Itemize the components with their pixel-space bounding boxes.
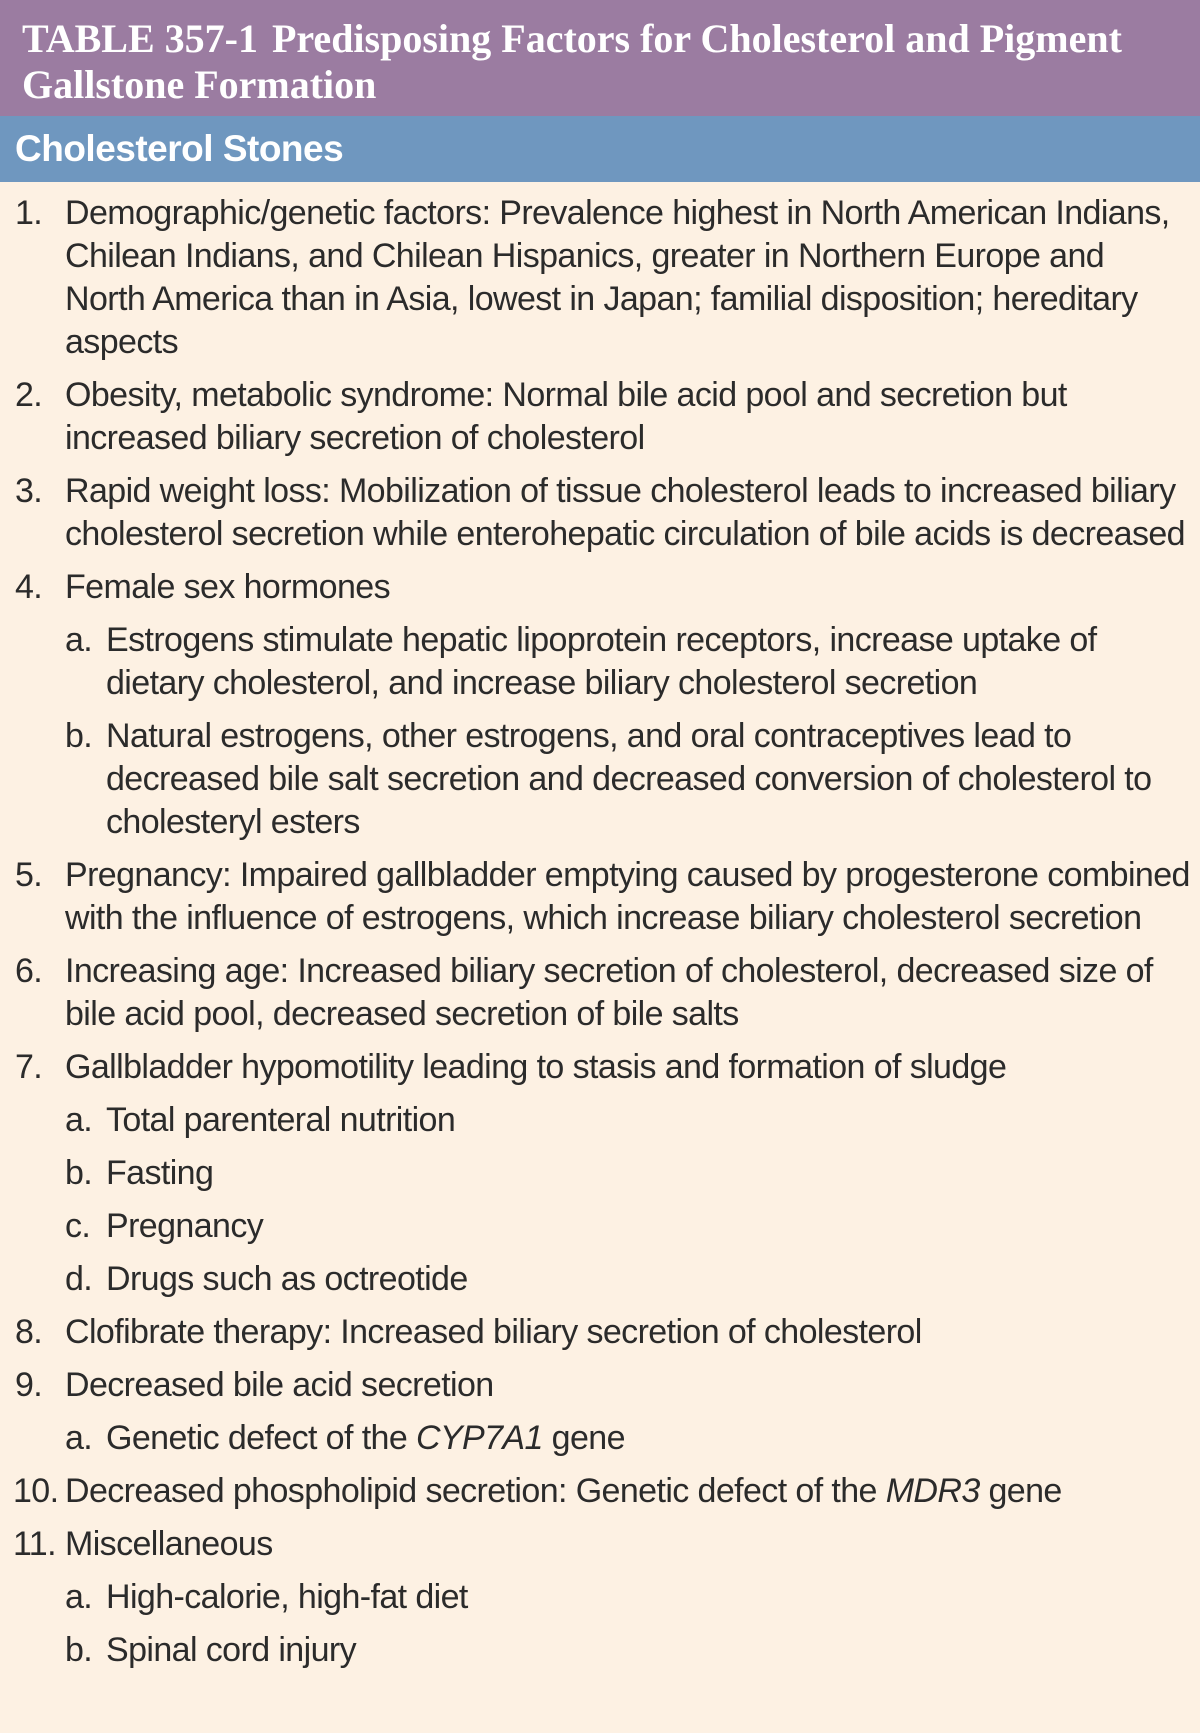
text-before-gene: Genetic defect of the: [106, 1419, 416, 1457]
item-marker: 2.: [15, 376, 43, 414]
list-item: [0, 950, 1200, 1036]
sub-list-item: [0, 715, 1200, 844]
sub-item-text: High-calorie, high-fat diet: [106, 1578, 468, 1616]
sub-item-marker: a.: [65, 1101, 93, 1139]
list-item: [0, 1523, 1200, 1566]
text-before-gene: Decreased phospholipid secretion: Genetic defect of the: [65, 1472, 886, 1510]
table-title-bar: [0, 0, 1200, 116]
item-text: Clofibrate therapy: Increased biliary secretion of cholesterol: [65, 1313, 922, 1351]
item-marker: 8.: [15, 1313, 43, 1351]
sub-item-text: Estrogens stimulate hepatic lipoprotein receptors, increase uptake of dietary cholesterol, and increase biliary cholesterol secretion: [106, 621, 1097, 702]
gene-name: CYP7A1: [416, 1419, 543, 1457]
item-text: Decreased bile acid secretion: [65, 1366, 494, 1404]
item-marker: 4.: [15, 568, 43, 606]
sub-item-text: Pregnancy: [106, 1207, 264, 1245]
item-marker: 11.: [13, 1525, 56, 1563]
item-text: Gallbladder hypomotility leading to stasis and formation of sludge: [65, 1048, 1007, 1086]
factor-list: [0, 182, 1200, 1672]
item-marker: 1.: [15, 194, 43, 232]
sub-item-marker: c.: [65, 1207, 91, 1245]
sub-item-marker: a.: [65, 621, 93, 659]
item-text: Demographic/genetic factors: Prevalence highest in North American Indians, Chilean Indians, and Chilean Hispanics, greater in Northern Europe and North America than in Asia, lowest in Japan; familial disposition; hereditary aspects: [65, 194, 1170, 361]
section-header: Cholesterol Stones: [0, 116, 1200, 182]
text-after-gene: gene: [542, 1419, 625, 1457]
sub-item-marker: a.: [65, 1578, 93, 1616]
sub-item-text: Spinal cord injury: [106, 1631, 356, 1669]
sub-item-marker: b.: [65, 717, 93, 755]
sub-list-item: [0, 1576, 1200, 1619]
sub-list-item: [0, 1417, 1200, 1460]
sub-list-item: [0, 1629, 1200, 1672]
list-item: [0, 566, 1200, 609]
list-item: [0, 1046, 1200, 1089]
text-after-gene: gene: [979, 1472, 1062, 1510]
item-marker: 9.: [15, 1366, 43, 1404]
item-marker: 7.: [15, 1048, 43, 1086]
item-text: Obesity, metabolic syndrome: Normal bile acid pool and secretion but increased biliary secretion of cholesterol: [65, 376, 1067, 457]
item-text: Rapid weight loss: Mobilization of tissue cholesterol leads to increased biliary cholesterol secretion while enterohepatic circulation of bile acids is decreased: [65, 472, 1185, 553]
item-text: [65, 1472, 1062, 1510]
item-text: Increasing age: Increased biliary secretion of cholesterol, decreased size of bile acid pool, decreased secretion of bile salts: [65, 952, 1153, 1033]
list-item: [0, 374, 1200, 460]
item-text: Pregnancy: Impaired gallbladder emptying caused by progesterone combined with the influence of estrogens, which increase biliary cholesterol secretion: [65, 856, 1190, 937]
sub-list-item: [0, 1205, 1200, 1248]
sub-item-marker: a.: [65, 1419, 93, 1457]
list-item: [0, 192, 1200, 364]
sub-list-item: [0, 1258, 1200, 1301]
sub-item-text: Total parenteral nutrition: [106, 1101, 456, 1139]
sub-item-marker: d.: [65, 1260, 93, 1298]
sub-list-item: [0, 1099, 1200, 1142]
table-title: Predisposing Factors for Cholesterol and Pigment Gallstone Formation: [22, 16, 1122, 107]
item-marker: 5.: [15, 856, 43, 894]
sub-item-marker: b.: [65, 1154, 93, 1192]
item-marker: 10.: [13, 1472, 59, 1510]
list-item: [0, 1470, 1200, 1513]
item-text: Female sex hormones: [65, 568, 390, 606]
sub-list-item: [0, 1152, 1200, 1195]
sub-item-text: [106, 1419, 625, 1457]
sub-item-text: Natural estrogens, other estrogens, and oral contraceptives lead to decreased bile salt secretion and decreased conversion of cholesterol to cholesteryl esters: [106, 717, 1152, 841]
sub-item-text: Drugs such as octreotide: [106, 1260, 468, 1298]
list-item: [0, 854, 1200, 940]
sub-list-item: [0, 619, 1200, 705]
sub-item-marker: b.: [65, 1631, 93, 1669]
list-item: [0, 1311, 1200, 1354]
item-marker: 3.: [15, 472, 43, 510]
item-marker: 6.: [15, 952, 43, 990]
list-item: [0, 470, 1200, 556]
table-number: TABLE 357-1: [22, 16, 258, 61]
gene-name: MDR3: [885, 1472, 980, 1510]
sub-item-text: Fasting: [106, 1154, 214, 1192]
list-item: [0, 1364, 1200, 1407]
item-text: Miscellaneous: [65, 1525, 273, 1563]
